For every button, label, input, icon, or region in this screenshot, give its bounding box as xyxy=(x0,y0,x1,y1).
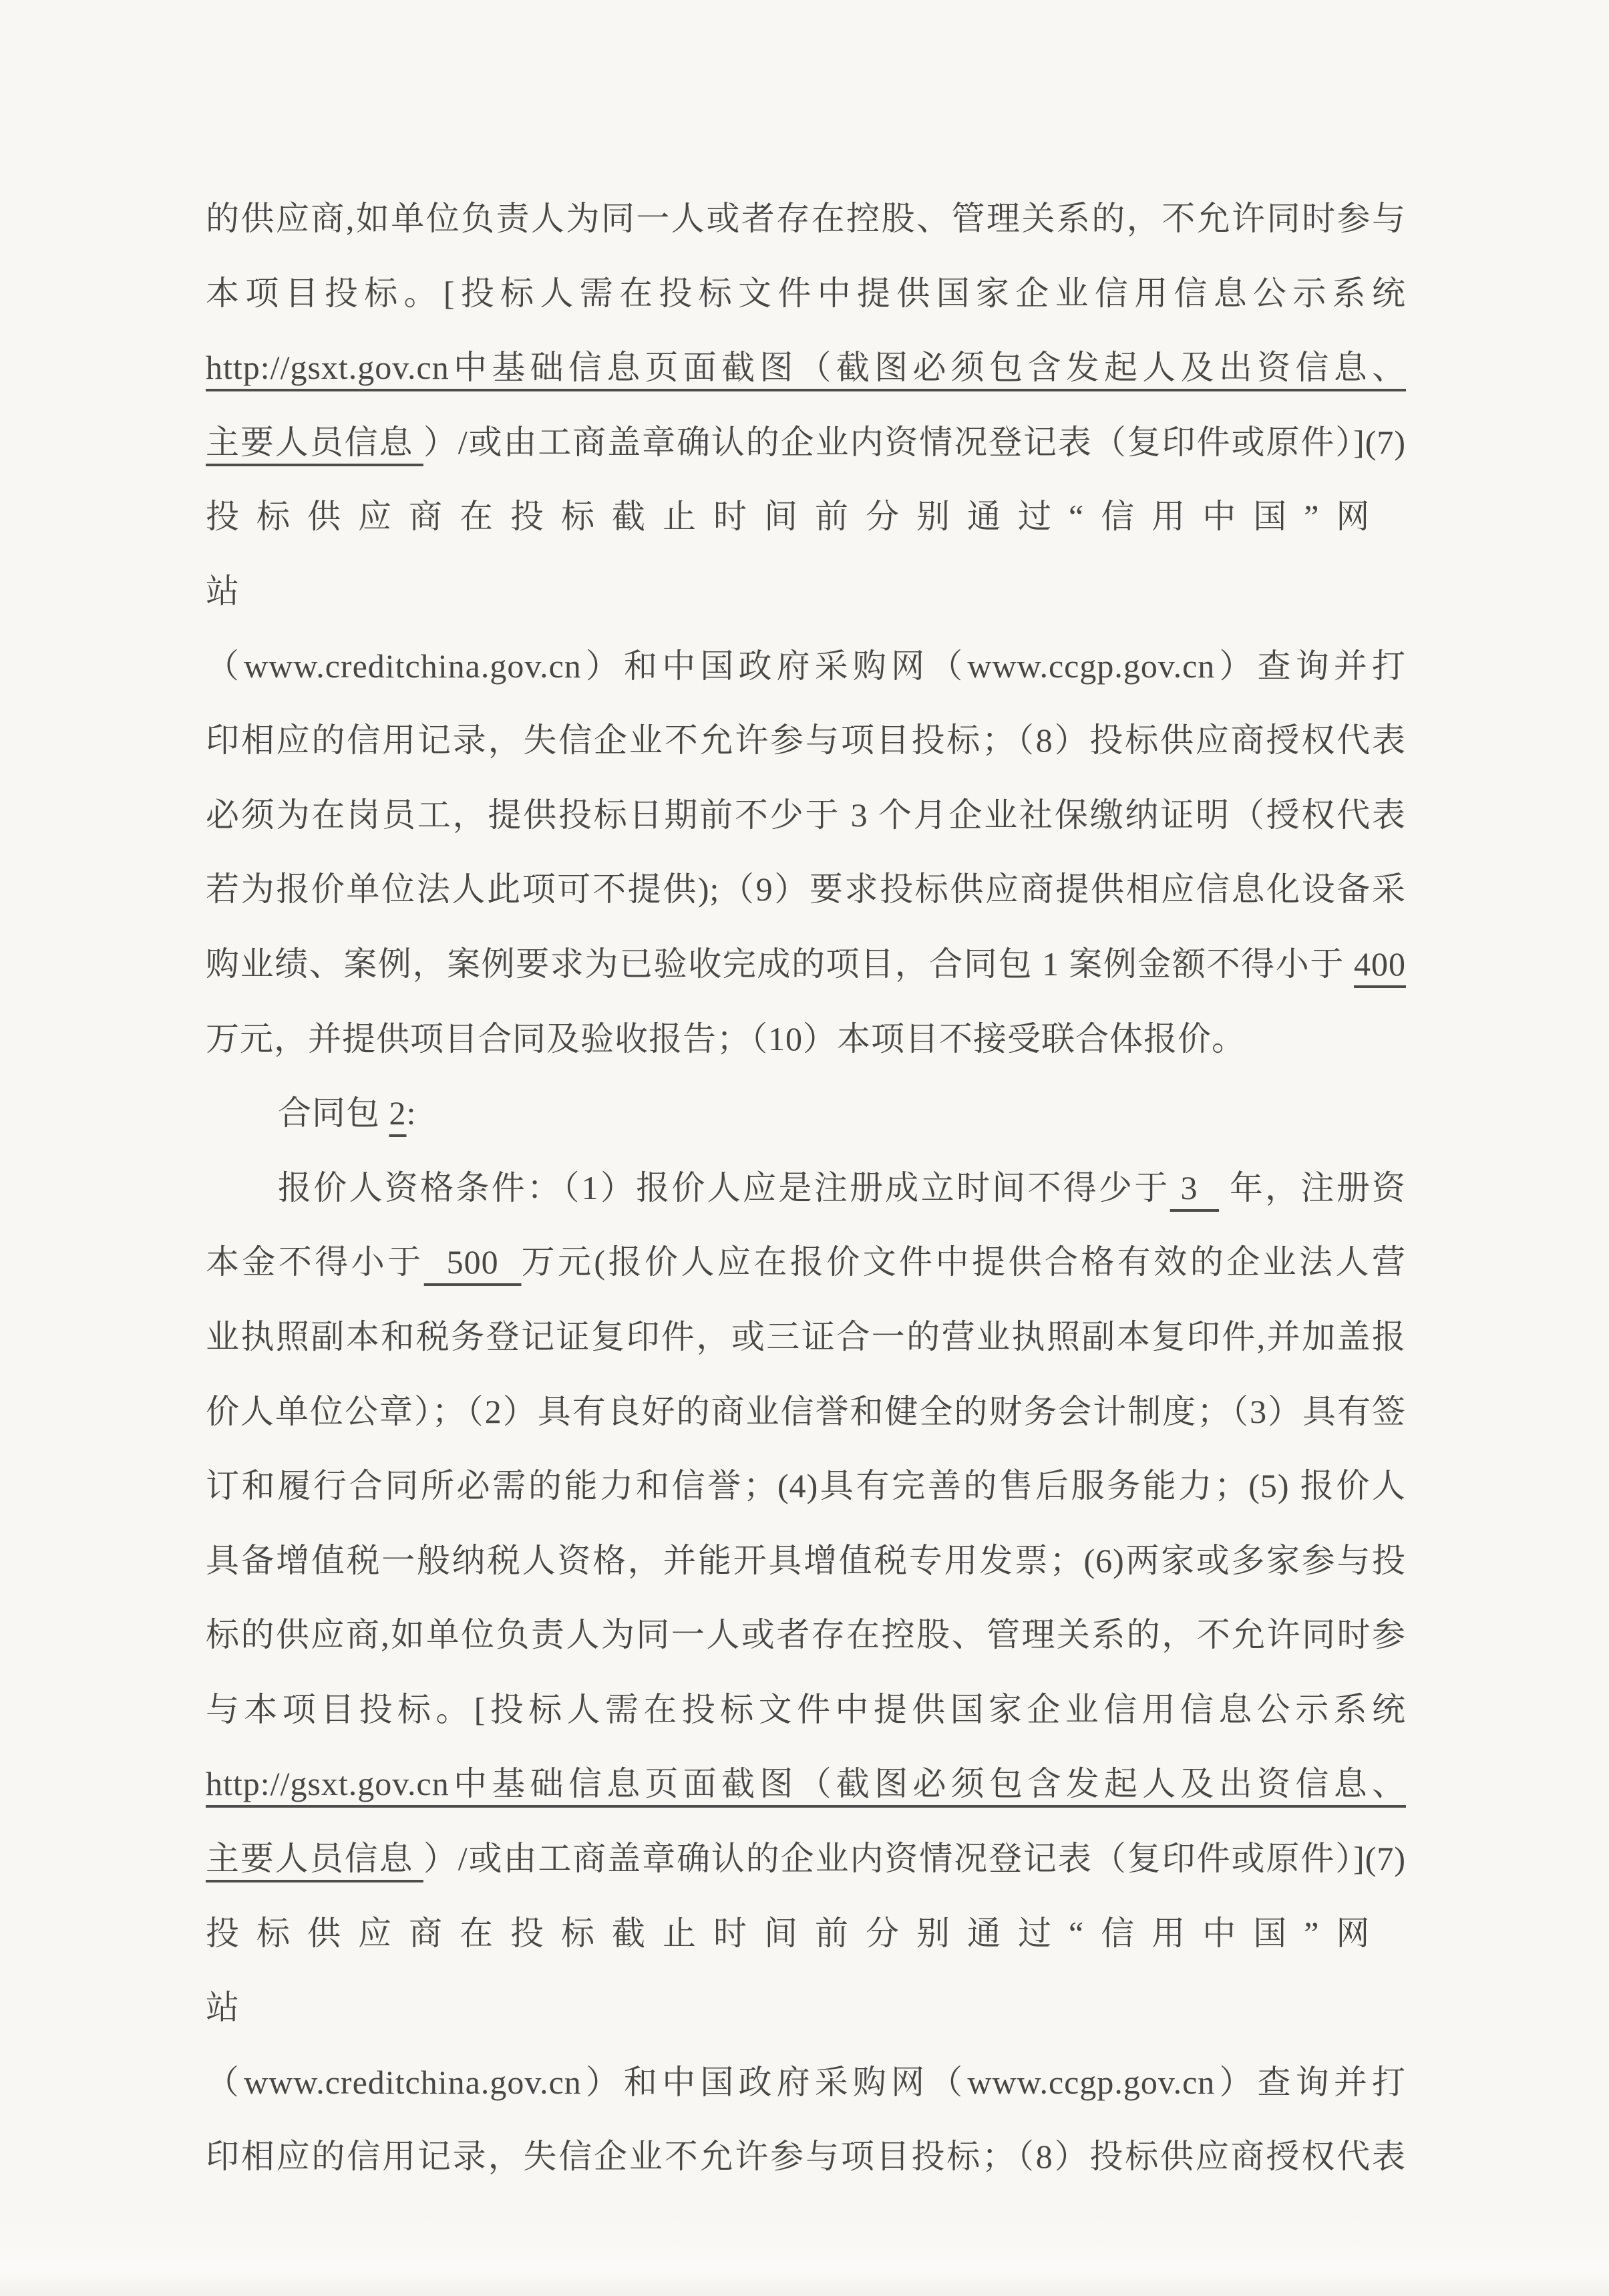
line-segment: 万元，并提供项目合同及验收报告；（10）本项目不接受联合体报价。 xyxy=(206,1019,1246,1057)
document-line xyxy=(206,1375,1406,1450)
document-line xyxy=(206,1598,1406,1673)
document-line xyxy=(206,182,1406,257)
line-segment: 价人单位公章）；（2）具有良好的商业信誉和健全的财务会计制度；（3）具有签 xyxy=(206,1392,1406,1430)
underlined-text: 主要人员信息 xyxy=(206,1840,423,1878)
document-line xyxy=(206,1822,1406,1897)
document-line xyxy=(206,1524,1406,1599)
document-line xyxy=(206,257,1406,331)
line-segment: 本金不得小于 xyxy=(206,1243,424,1281)
underlined-url-text: http://gsxt.gov.cn中基础信息页面截图（截图必须包含发起人及出资信息、 xyxy=(206,1765,1406,1803)
line-segment: （www.creditchina.gov.cn）和中国政府采购网（www.ccgp.gov.cn）查询并打 xyxy=(206,2063,1406,2101)
line-segment: 的供应商,如单位负责人为同一人或者存在控股、管理关系的，不允许同时参与 xyxy=(206,200,1406,237)
document-line xyxy=(206,1300,1406,1375)
line-segment: 投标供应商在投标截止时间前分别通过“信用中国”网站 xyxy=(206,1914,1387,2027)
line-segment: 报价人资格条件：（1）报价人应是注册成立时间不得少于 xyxy=(278,1168,1170,1206)
line-segment: 投标供应商在投标截止时间前分别通过“信用中国”网站 xyxy=(206,498,1387,610)
line-segment: 印相应的信用记录，失信企业不允许参与项目投标；（8）投标供应商授权代表 xyxy=(206,2138,1406,2176)
document-line xyxy=(206,1747,1406,1822)
line-segment: 印相应的信用记录，失信企业不允许参与项目投标；（8）投标供应商授权代表 xyxy=(206,721,1406,760)
document-line xyxy=(206,852,1406,927)
document-text-block xyxy=(206,182,1406,2194)
document-line xyxy=(206,2120,1406,2194)
line-segment: 年，注册资 xyxy=(1219,1168,1407,1206)
document-line xyxy=(206,1225,1406,1300)
underlined-text: 主要人员信息 xyxy=(206,423,423,461)
line-segment: ）/或由工商盖章确认的企业内资情况登记表（复印件或原件）](7) xyxy=(423,423,1407,461)
document-line xyxy=(206,331,1406,405)
line-segment: 与本项目投标。[投标人需在投标文件中提供国家企业信用信息公示系统 xyxy=(206,1690,1406,1728)
document-line xyxy=(206,1673,1406,1748)
underlined-package-number: 2 xyxy=(389,1094,407,1132)
line-segment: ）/或由工商盖章确认的企业内资情况登记表（复印件或原件）](7) xyxy=(423,1840,1407,1878)
document-line xyxy=(206,703,1406,778)
line-segment: 若为报价单位法人此项可不提供);（9）要求投标供应商提供相应信息化设备采 xyxy=(206,870,1406,909)
line-segment: 订和履行合同所必需的能力和信誉；(4)具有完善的售后服务能力；(5) 报价人 xyxy=(206,1467,1406,1505)
line-segment: 合同包 xyxy=(278,1094,389,1132)
document-line xyxy=(206,1002,1406,1077)
underlined-amount: 400 xyxy=(1354,945,1406,983)
line-segment: 具备增值税一般纳税人资格，并能开具增值税专用发票；(6)两家或多家参与投 xyxy=(206,1541,1406,1579)
line-segment: 标的供应商,如单位负责人为同一人或者存在控股、管理关系的，不允许同时参 xyxy=(206,1616,1406,1654)
line-segment: 必须为在岗员工，提供投标日期前不少于 3 个月企业社保缴纳证明（授权代表 xyxy=(206,796,1406,834)
underlined-amount: 500 xyxy=(423,1243,522,1281)
document-line xyxy=(206,778,1406,853)
line-segment: 业执照副本和税务登记证复印件，或三证合一的营业执照副本复印件,并加盖报 xyxy=(206,1317,1406,1355)
document-line xyxy=(206,927,1406,1002)
document-line xyxy=(206,629,1406,704)
document-line xyxy=(206,1449,1406,1524)
line-segment: 本项目投标。[投标人需在投标文件中提供国家企业信用信息公示系统 xyxy=(206,274,1406,312)
document-line-contract-package-2 xyxy=(206,1076,1406,1151)
line-segment: 万元(报价人应在报价文件中提供合格有效的企业法人营 xyxy=(521,1243,1407,1281)
document-line xyxy=(206,480,1406,629)
underlined-years: 3 xyxy=(1170,1168,1220,1206)
document-line xyxy=(206,405,1406,480)
document-line xyxy=(206,1897,1406,2045)
underlined-url-text: http://gsxt.gov.cn中基础信息页面截图（截图必须包含发起人及出资信息、 xyxy=(206,349,1406,387)
document-line xyxy=(206,2045,1406,2120)
line-segment: （www.creditchina.gov.cn）和中国政府采购网（www.ccgp.gov.cn）查询并打 xyxy=(206,647,1406,685)
document-line xyxy=(206,1151,1406,1226)
line-segment: : xyxy=(406,1094,417,1132)
line-segment: 购业绩、案例，案例要求为已验收完成的项目，合同包 1 案例金额不得小于 xyxy=(206,945,1354,983)
